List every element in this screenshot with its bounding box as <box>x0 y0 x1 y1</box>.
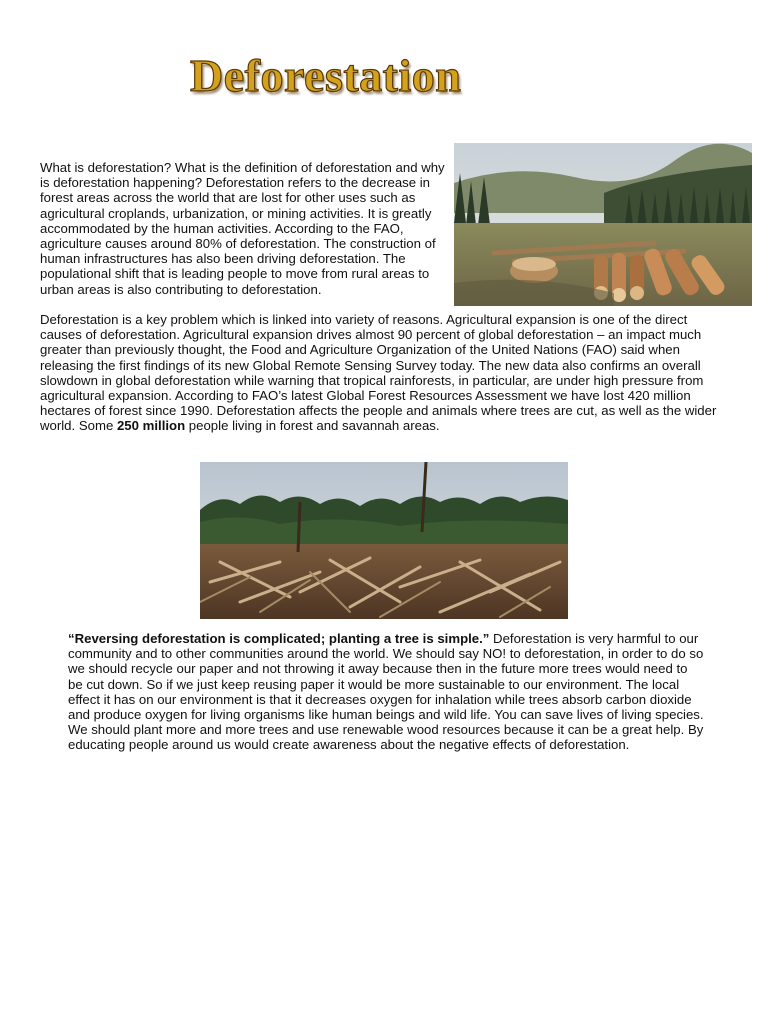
quote: “Reversing deforestation is complicated; planting a tree is simple.” <box>68 631 490 646</box>
bold-figure: 250 million <box>116 418 186 434</box>
document-title: Deforestation <box>190 50 462 101</box>
paragraph-conclusion <box>68 631 704 753</box>
logged-forest-photo <box>454 143 752 306</box>
paragraph-conclusion-text: Deforestation is very harmful to our community and to other communities around the world. We should say NO! to deforestation, in order to do so we should recycle our paper and not throwing it away because then in the future more trees would need to be cut down. So if we just keep reusing paper it would be more sustainable to our environment. The local effect it has on our environment is that it decreases oxygen for inhalation while trees absorb carbon dioxide and produce oxygen for living organisms like human beings and wild life. You can save lives of living species. We should plant more and more trees and use renewable wood resources because it can be a great help. By educating people around us would create awareness about the negative effects of deforestation. <box>68 631 704 753</box>
cleared-forest-photo <box>200 462 568 619</box>
paragraph-causes-end: people living in forest and savannah areas. <box>185 418 440 434</box>
paragraph-causes <box>40 312 730 434</box>
paragraph-causes-text: Deforestation is a key problem which is linked into variety of reasons. Agricultural expansion is one of the direct causes of deforestation. Agricultural expansion drives almost 90 percent of global deforestation – an impact much greater than previously thought, the Food and Agriculture Organization of the United Nations (FAO) said when releasing the first findings of its new Global Remote Sensing Survey today. The new data also confirms an overall slowdown in global deforestation while warning that tropical rainforests, in particular, are under high pressure from agricultural expansion. According to FAO’s latest Global Forest Resources Assessment we have lost 420 million hectares of forest since 1990. Deforestation affects the people and animals where trees are cut, as well as the wider world. Some <box>40 312 717 434</box>
paragraph-intro: What is deforestation? What is the definition of deforestation and why is deforestation happening? Deforestation refers to the decrease in forest areas across the world that are lost for other uses such as agricultural croplands, urbanization, or mining activities. It is greatly accommodated by the human activities. According to the FAO, agriculture causes around 80% of deforestation. The construction of human infrastructures has also been driving deforestation. The populational shift that is leading people to move from rural areas to urban areas is also contributing to deforestation. <box>40 160 445 297</box>
